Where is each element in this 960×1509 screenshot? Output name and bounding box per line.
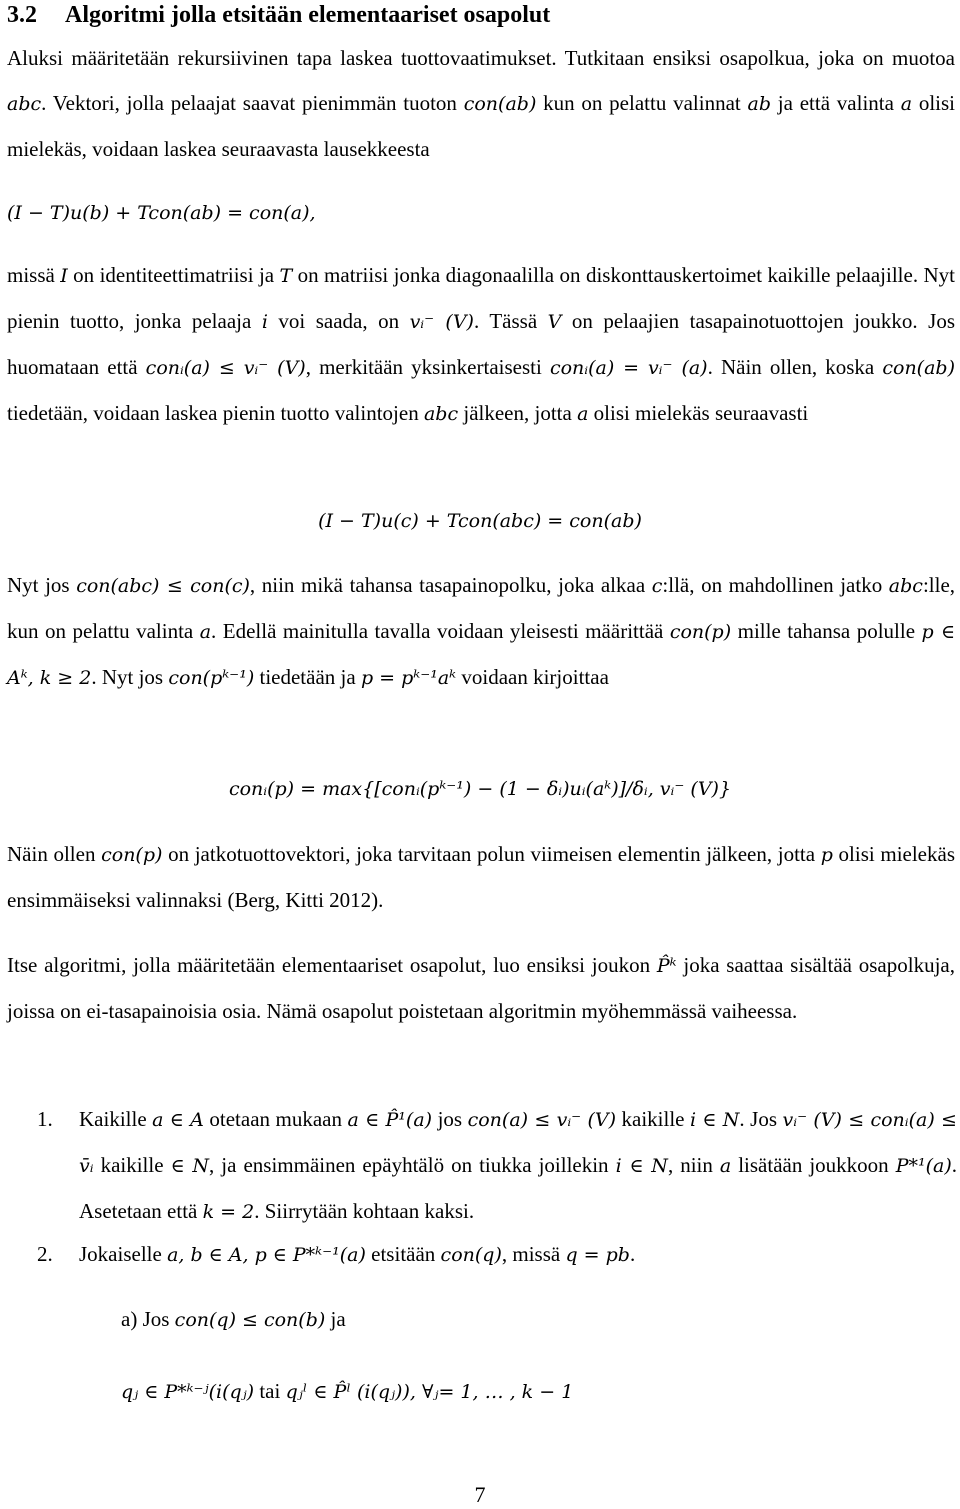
math: a ∈ P̂¹(a) <box>347 1109 433 1131</box>
text: , niin <box>667 1153 720 1177</box>
math: V <box>547 311 562 333</box>
math: P̂ᵏ <box>656 955 677 977</box>
text: olisi mielekäs ensimmäiseksi valinnaksi (Berg, Kitti 2012). <box>7 842 955 912</box>
text: . Vektori, jolla pelaajat saavat pienimmän tuoton <box>41 91 464 115</box>
text: lisätään joukkoon <box>731 1153 896 1177</box>
page-number: 7 <box>474 1482 486 1507</box>
math: con(pᵏ⁻¹) <box>168 667 255 689</box>
math: p <box>820 844 833 866</box>
equation-1 <box>7 190 955 236</box>
text: , merkitään yksinkertaisesti <box>305 355 550 379</box>
math: c <box>651 575 663 597</box>
math: i <box>261 311 268 333</box>
math: vᵢ⁻ (V) ≤ conᵢ(a) ≤ v̄ᵢ <box>79 1109 957 1177</box>
math: abc <box>7 93 42 115</box>
text: joka saattaa sisältää osapolkuja, joissa on ei-tasapainoisia osia. Nämä osapolut poistetaan algoritmin myöhemmässä vaiheessa. <box>7 953 955 1023</box>
math: con(ab) <box>882 357 955 379</box>
text: ja että valinta <box>771 91 901 115</box>
text: tai <box>254 1379 286 1403</box>
text: missä <box>7 263 61 287</box>
text: a) Jos <box>121 1307 175 1331</box>
text: olisi mielekäs seuraavasti <box>588 401 809 425</box>
math: conᵢ(a) = vᵢ⁻ (a) <box>549 357 708 379</box>
list-number: 2. <box>37 1242 53 1266</box>
equation-text: (I − T)u(b) + Tcon(ab) = con(a), <box>7 202 316 224</box>
text: ja <box>325 1307 346 1331</box>
math: conᵢ(a) ≤ vᵢ⁻ (V) <box>145 357 306 379</box>
text: . Asetetaan että <box>79 1153 957 1223</box>
equation-text: (I − T)u(c) + Tcon(abc) = con(ab) <box>318 510 642 532</box>
math: con(p) <box>669 621 732 643</box>
list-item-1 <box>37 1097 957 1235</box>
math: a <box>719 1155 732 1177</box>
math: qⱼ ∈ P*ᵏ⁻ʲ(i(qⱼ) <box>121 1381 255 1403</box>
math: p = pᵏ⁻¹aᵏ <box>360 667 457 689</box>
text: on pelaajien tasapainotuottojen joukko. Jos huomataan että <box>7 309 956 379</box>
text: , missä <box>501 1242 566 1266</box>
text: on identiteettimatriisi ja <box>67 263 280 287</box>
paragraph-intro <box>7 36 955 172</box>
section-heading <box>7 0 550 30</box>
text: jälkeen, jotta <box>458 401 578 425</box>
math: a <box>900 93 913 115</box>
text: . Jos <box>739 1107 783 1131</box>
math: i ∈ N <box>690 1109 740 1131</box>
math: vᵢ⁻ (V) <box>409 311 474 333</box>
text: kun on pelattu valinnat <box>536 91 748 115</box>
math: q = pb <box>565 1244 630 1266</box>
math: ∈ N <box>170 1155 210 1177</box>
text: voi saada, on <box>267 309 410 333</box>
text: voidaan kirjoittaa <box>456 665 609 689</box>
text: Aluksi määritetään rekursiivinen tapa laskea tuottovaatimukset. Tutkitaan ensiksi osapolkua, joka on muotoa <box>7 46 955 70</box>
text: tiedetään ja <box>254 665 361 689</box>
math: a <box>199 621 212 643</box>
math: k = 2 <box>202 1201 255 1223</box>
math: con(ab) <box>463 93 537 115</box>
section-number: 3.2 <box>7 2 37 28</box>
math: i ∈ N <box>615 1155 668 1177</box>
math: con(abc) ≤ con(c) <box>76 575 250 597</box>
equation-2 <box>0 498 960 544</box>
math: con(q) <box>440 1244 502 1266</box>
paragraph-definitions <box>7 253 955 437</box>
sub-item-a <box>121 1297 941 1343</box>
list-item-2 <box>37 1232 957 1278</box>
math: qⱼˡ ∈ P̂ˡ (i(qⱼ)), ∀ⱼ= 1, … , k − 1 <box>285 1381 574 1403</box>
text: Näin ollen <box>7 842 102 866</box>
math: a, b ∈ A, p ∈ P*ᵏ⁻¹(a) <box>167 1244 366 1266</box>
paragraph-continuation <box>7 563 955 701</box>
text: :lle, kun on pelattu valinta <box>7 573 956 643</box>
math: con(a) ≤ vᵢ⁻ (V) <box>467 1109 617 1131</box>
math: ab <box>747 93 772 115</box>
text: , ja ensimmäinen epäyhtälö on tiukka joillekin <box>209 1153 616 1177</box>
math: abc <box>423 403 459 425</box>
list-number: 1. <box>37 1107 53 1131</box>
math: I <box>60 265 68 287</box>
text: Kaikille <box>79 1107 153 1131</box>
math: a ∈ A <box>152 1109 204 1131</box>
equation-3 <box>0 766 960 812</box>
text: :llä, on mahdollinen jatko <box>662 573 889 597</box>
equation-4 <box>121 1369 941 1415</box>
text: otetaan mukaan <box>203 1107 348 1131</box>
math: con(q) ≤ con(b) <box>174 1309 326 1331</box>
text: Nyt jos <box>7 573 77 597</box>
text: on jatkotuottovektori, joka tarvitaan polun viimeisen elementin jälkeen, jotta <box>162 842 821 866</box>
text: . Siirrytään kohtaan kaksi. <box>254 1199 475 1223</box>
paragraph-algorithm <box>7 943 955 1034</box>
text: on matriisi jonka diagonaalilla on diskonttauskertoimet kaikille pelaajille. Nyt pienin tuotto, jonka pelaaja <box>7 263 955 333</box>
equation-text: conᵢ(p) = max{[conᵢ(pᵏ⁻¹) − (1 − δᵢ)uᵢ(aᵏ)]/δᵢ, vᵢ⁻ (V)} <box>228 778 732 800</box>
math: con(p) <box>101 844 163 866</box>
text: . <box>629 1242 636 1266</box>
text: Jokaiselle <box>79 1242 168 1266</box>
text: jos <box>432 1107 468 1131</box>
paragraph-continuation-vector <box>7 832 955 923</box>
text: Itse algoritmi, jolla määritetään elementaariset osapolut, luo ensiksi joukon <box>7 953 657 977</box>
text: , niin mikä tahansa tasapainopolku, joka alkaa <box>249 573 652 597</box>
text: mille tahansa polulle <box>731 619 922 643</box>
text: . Edellä mainitulla tavalla voidaan yleisesti määrittää <box>211 619 670 643</box>
text: . Nyt jos <box>91 665 169 689</box>
section-title: Algoritmi jolla etsitään elementaariset osapolut <box>65 2 551 28</box>
text: etsitään <box>365 1242 441 1266</box>
math: abc <box>888 575 923 597</box>
text: . Näin ollen, koska <box>707 355 883 379</box>
text: kaikille <box>93 1153 171 1177</box>
math: p ∈ Aᵏ, k ≥ 2 <box>7 621 956 689</box>
math: T <box>279 265 293 287</box>
text: tiedetään, voidaan laskea pienin tuotto valintojen <box>7 401 424 425</box>
math: P*¹(a) <box>895 1155 952 1177</box>
text: . Tässä <box>473 309 548 333</box>
text: olisi mielekäs, voidaan laskea seuraavasta lausekkeesta <box>7 91 955 161</box>
math: a <box>577 403 589 425</box>
text: kaikille <box>616 1107 691 1131</box>
